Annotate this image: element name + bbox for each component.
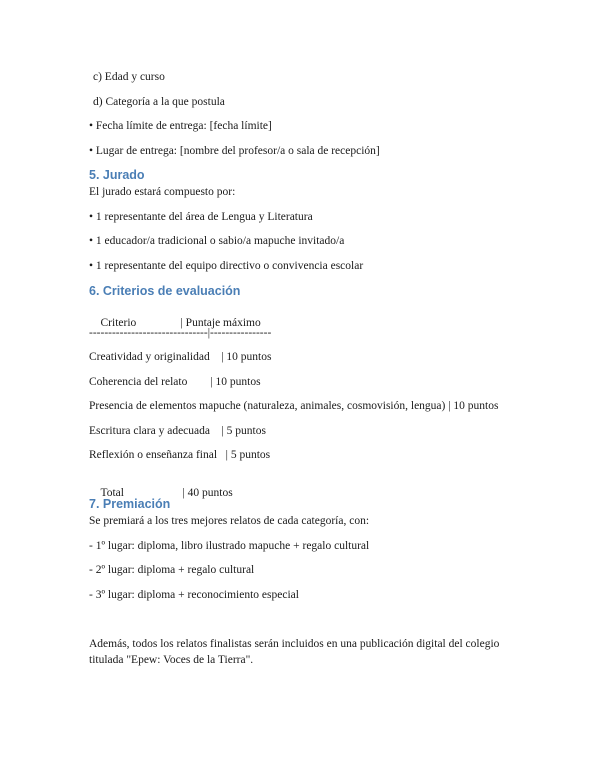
award-item: - 1º lugar: diploma, libro ilustrado mapuche + regalo cultural — [89, 540, 370, 552]
section-heading-jury: 5. Jurado — [89, 168, 145, 182]
criteria-separator: -------------------------------|---------------- — [89, 327, 272, 339]
closing-paragraph-line2: titulada "Epew: Voces de la Tierra". — [89, 654, 254, 666]
award-item: - 3º lugar: diploma + reconocimiento especial — [89, 589, 299, 601]
jury-member: • 1 representante del área de Lengua y Literatura — [89, 211, 313, 223]
section-heading-criteria: 6. Criterios de evaluación — [89, 284, 241, 298]
requirement-item-d: d) Categoría a la que postula — [93, 96, 225, 108]
closing-paragraph-line1: Además, todos los relatos finalistas serán incluidos en una publicación digital del colegio — [89, 638, 500, 650]
section-heading-awards: 7. Premiación — [89, 497, 171, 511]
criteria-total-value: | 40 puntos — [182, 487, 233, 499]
criteria-row: Coherencia del relato | 10 puntos — [89, 376, 261, 388]
jury-member: • 1 representante del equipo directivo o convivencia escolar — [89, 260, 364, 272]
criteria-row: Creatividad y originalidad | 10 puntos — [89, 351, 272, 363]
criteria-header-col1: Criterio — [100, 317, 137, 329]
awards-intro: Se premiará a los tres mejores relatos de cada categoría, con: — [89, 515, 370, 527]
deadline-bullet: • Fecha límite de entrega: [fecha límite] — [89, 120, 272, 132]
place-bullet: • Lugar de entrega: [nombre del profesor/a o sala de recepción] — [89, 145, 380, 157]
criteria-row: Presencia de elementos mapuche (naturaleza, animales, cosmovisión, lengua) | 10 puntos — [89, 400, 499, 412]
jury-intro: El jurado estará compuesto por: — [89, 186, 236, 198]
award-item: - 2º lugar: diploma + regalo cultural — [89, 564, 255, 576]
criteria-header-col2: | Puntaje máximo — [180, 317, 261, 329]
requirement-item-c: c) Edad y curso — [93, 71, 165, 83]
criteria-row: Escritura clara y adecuada | 5 puntos — [89, 425, 266, 437]
jury-member: • 1 educador/a tradicional o sabio/a mapuche invitado/a — [89, 235, 345, 247]
criteria-total-label: Total — [100, 487, 124, 499]
criteria-row: Reflexión o enseñanza final | 5 puntos — [89, 449, 271, 461]
